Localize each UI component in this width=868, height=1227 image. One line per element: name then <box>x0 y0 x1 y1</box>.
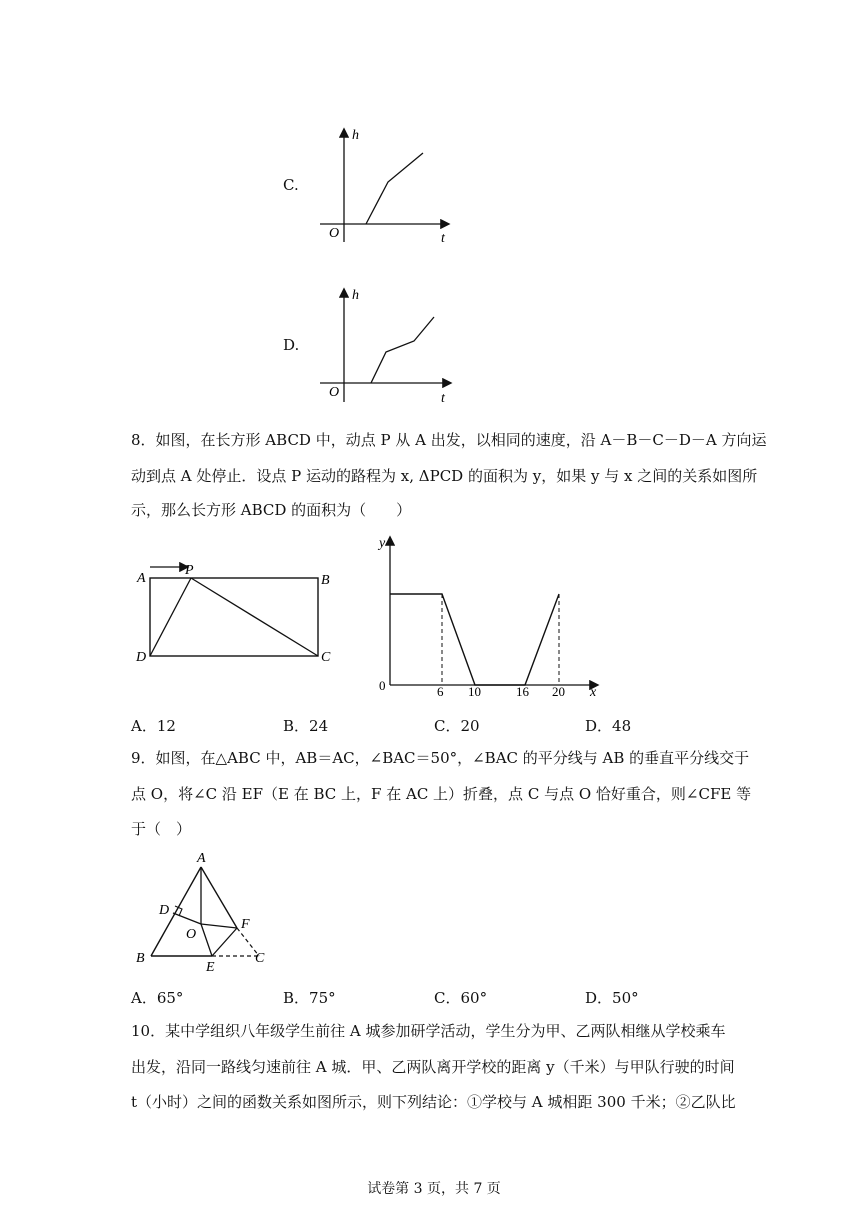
q9-line3: 于（ ） <box>131 820 192 838</box>
q10-line2: 出发，沿同一路线匀速前往 A 城．甲、乙两队离开学校的距离 y（千米）与甲队行驶的时间 <box>131 1058 735 1076</box>
vertex-a: A <box>197 851 206 866</box>
q8-option-c: C．20 <box>434 717 480 735</box>
q10-line3: t（小时）之间的函数关系如图所示，则下列结论：①学校与 A 城相距 300 千米；②乙队比 <box>131 1093 736 1111</box>
tick-16: 16 <box>516 684 529 699</box>
point-e: E <box>206 960 215 973</box>
q8-line2: 动到点 A 处停止．设点 P 运动的路程为 x, ΔPCD 的面积为 y，如果 y 与 x 之间的关系如图所 <box>131 467 758 485</box>
origin-label: O <box>329 385 340 400</box>
origin-label: 0 <box>379 678 386 693</box>
side-af <box>201 867 237 928</box>
graph-line <box>366 153 423 224</box>
q8-function-graph <box>365 530 615 702</box>
q10-line1: 10．某中学组织八年级学生前往 A 城参加研学活动，学生分为甲、乙两队相继从学校乘车 <box>131 1022 726 1040</box>
page-footer: 试卷第 3 页，共 7 页 <box>367 1181 501 1197</box>
graph-option-c <box>310 120 460 250</box>
point-p: P <box>185 563 194 578</box>
q9-line2: 点 O，将∠C 沿 EF（E 在 BC 上，F 在 AC 上）折叠，点 C 与点 O 恰好重合，则∠CFE 等 <box>131 785 752 803</box>
vertex-a: A <box>137 571 146 586</box>
vertex-d: D <box>136 650 147 665</box>
axis-h-label: h <box>352 288 359 303</box>
segment-oe <box>201 924 212 956</box>
q8-option-a: A．12 <box>131 717 176 735</box>
tick-6: 6 <box>437 684 444 699</box>
rectangle <box>150 578 318 656</box>
q8-line1: 8．如图，在长方形 ABCD 中，动点 P 从 A 出发，以相同的速度，沿 A－B－C－D－A 方向运 <box>131 431 767 449</box>
triangle-abc-figure <box>128 845 278 973</box>
point-f: F <box>241 917 250 932</box>
graph-option-d <box>310 280 460 410</box>
segment-do <box>173 913 201 924</box>
q8-line3: 示，那么长方形 ABCD 的面积为（ ） <box>131 501 412 519</box>
q8-option-d: D．48 <box>585 717 632 735</box>
rectangle-abcd-figure <box>125 555 345 675</box>
q9-option-d: D．50° <box>585 989 639 1007</box>
vertex-c: C <box>255 951 265 966</box>
origin-label: O <box>329 226 340 241</box>
axis-x-label: x <box>590 685 597 700</box>
q9-option-c: C．60° <box>434 989 488 1007</box>
option-d-label: D. <box>283 336 300 354</box>
graph-line <box>390 594 559 685</box>
axis-t-label: t <box>441 231 445 246</box>
segment-of <box>201 924 237 928</box>
axis-t-label: t <box>441 391 445 406</box>
segment-ef <box>212 928 237 956</box>
axis-h-label: h <box>352 128 359 143</box>
vertex-b: B <box>321 573 330 588</box>
segment-pc <box>191 578 318 656</box>
tick-10: 10 <box>468 684 481 699</box>
q9-option-a: A．65° <box>131 989 184 1007</box>
q9-option-b: B．75° <box>283 989 336 1007</box>
point-d: D <box>159 903 170 918</box>
tick-20: 20 <box>552 684 565 699</box>
vertex-c: C <box>321 650 331 665</box>
vertex-b: B <box>136 951 145 966</box>
segment-dp <box>150 578 191 656</box>
point-o: O <box>186 927 197 942</box>
q9-line1: 9．如图，在△ABC 中，AB＝AC，∠BAC＝50°，∠BAC 的平分线与 AB 的垂直平分线交于 <box>131 749 750 767</box>
option-c-label: C. <box>283 176 299 194</box>
graph-line <box>371 317 434 383</box>
q8-option-b: B．24 <box>283 717 329 735</box>
axis-y-label: y <box>379 536 386 551</box>
